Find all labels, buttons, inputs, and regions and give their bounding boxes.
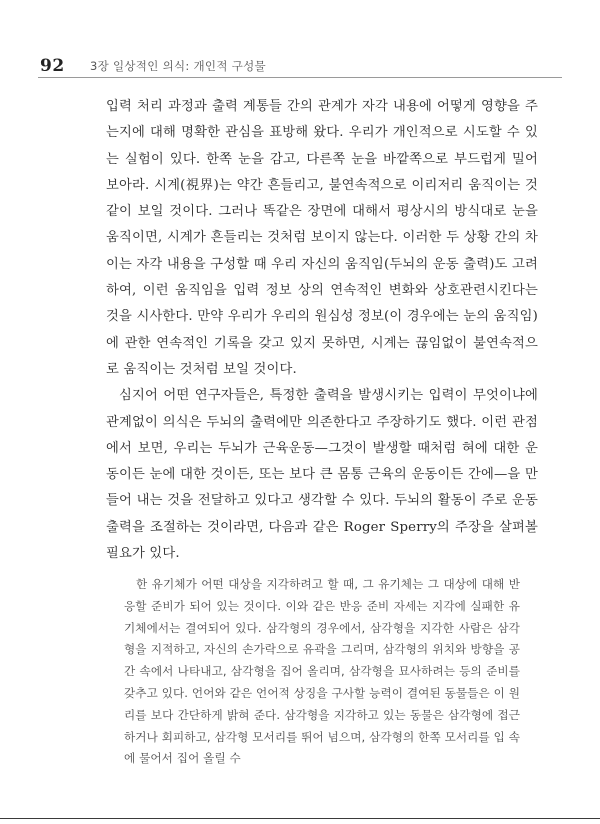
paragraph-1: 입력 처리 과정과 출력 계통들 간의 관계가 자각 내용에 어떻게 영향을 주는지에 대해 명확한 관심을 표방해 왔다. 우리가 개인적으로 시도할 수 있는 실험이 있다. 한쪽 눈을 감고, 다른쪽 눈을 바깥쪽으로 부드럽게 밀어 보아라. 시계(視界)는 약간 흔들리고, 불연속적으로 이리저리 움직이는 것같이 보일 것이다. 그러나 똑같은 장면에 대해서 평상시의 방식대로 눈을 움직이면, 시계가 흔들리는 것처럼 보이지 않는다. 이러한 두 상황 간의 차이는 자각 내용을 구성할 때 우리 자신의 움직임(두뇌의 운동 출력)도 고려하여, 이런 움직임을 입력 정보 상의 연속적인 변화와 상호관련시킨다는 것을 시사한다. 만약 우리가 우리의 원심성 정보(이 경우에는 눈의 움직임)에 관한 연속적인 기록을 갖고 있지 못하면, 시계는 끊임없이 불연속적으로 움직이는 것처럼 보일 것이다. (106, 99, 538, 377)
running-head: 3장 일상적인 의식: 개인적 구성물 (90, 59, 266, 73)
header-divider (38, 77, 562, 78)
page-header (38, 56, 562, 78)
body-text (106, 94, 538, 567)
block-quote: 한 유기체가 어떤 대상을 지각하려고 할 때, 그 유기체는 그 대상에 대해 반응할 준비가 되어 있는 것이다. 이와 같은 반응 준비 자세는 지각에 실패한 유기체에서는 결여되어 있다. 삼각형의 경우에서, 삼각형을 지각한 사람은 삼각형을 지적하고, 자신의 손가락으로 유곽을 그리며, 삼각형의 위치와 방향을 공간 속에서 나타내고, 삼각형을 집어 올리며, 삼각형을 묘사하려는 등의 준비를 갖추고 있다. 언어와 같은 언어적 상징을 구사할 능력이 결여된 동물들은 이 원리를 보다 간단하게 밝혀 준다. 삼각형을 지각하고 있는 동물은 삼각형에 접근하거나 회피하고, 삼각형 모서리를 뛰어 넘으며, 삼각형의 한쪽 모서리를 입 속에 물어서 집어 올릴 수 (124, 577, 520, 766)
page-bottom-edge (0, 818, 600, 819)
paragraph-2: 심지어 어떤 연구자들은, 특정한 출력을 발생시키는 입력이 무엇이냐에 관계없이 의식은 두뇌의 출력에만 의존한다고 주장하기도 했다. 이런 관점에서 보면, 우리는 두뇌가 근육운동—그것이 발생할 때처럼 혀에 대한 운동이든 눈에 대한 것이든, 또는 보다 큰 몸통 근육의 운동이든 간에—을 만들어 내는 것을 전달하고 있다고 생각할 수 있다. 두뇌의 활동이 주로 운동 출력을 조절하는 것이라면, 다음과 같은 Roger Sperry의 주장을 살펴볼 필요가 있다. (106, 388, 538, 562)
page-number: 92 (40, 56, 65, 76)
